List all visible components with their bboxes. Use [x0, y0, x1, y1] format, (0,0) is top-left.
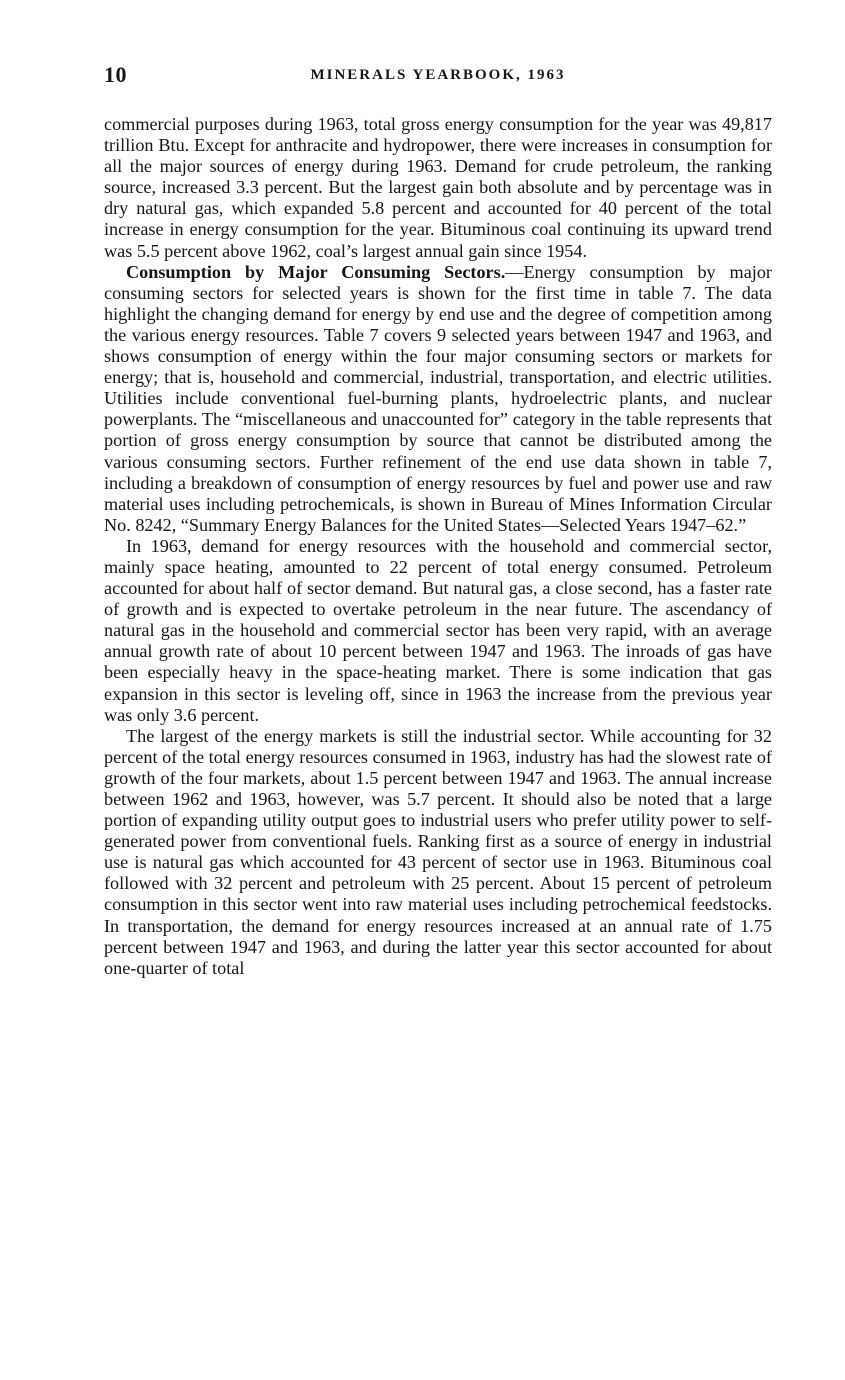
section-run-in-heading: Consumption by Major Consuming Sectors. [126, 261, 506, 282]
paragraph-text: In 1963, demand for energy resources with the household and commercial sector, mainly space heating, amounted to 22 percent of total energy consumed. Petroleum accounted for about half of sector demand. But natural gas, a close second, has a faster rate of growth and is expected to overtake petroleum in the near future. The ascendancy of natural gas in the household and commercial sector has been very rapid, with an average annual growth rate of about 10 percent between 1947 and 1963. The inroads of gas have been especially heavy in the space-heating market. There is some indication that gas expansion in this sector is leveling off, since in 1963 the increase from the previous year was only 3.6 percent. [104, 535, 772, 725]
paragraph-text: commercial purposes during 1963, total gross energy consumption for the year was 49,817 trillion Btu. Except for anthracite and hydropower, there were increases in consumption for all the major sources of energy during 1963. Demand for crude petroleum, the ranking source, increased 3.3 percent. But the largest gain both absolute and by percentage was in dry natural gas, which expanded 5.8 percent and accounted for 40 percent of the total increase in energy consumption for the year. Bituminous coal continuing its upward trend was 5.5 percent above 1962, coal’s largest annual gain since 1954. [104, 114, 772, 261]
paragraph-consumption-sectors [104, 262, 772, 536]
paragraph-continuation [104, 114, 772, 262]
running-head [104, 62, 772, 92]
body-text [104, 114, 772, 979]
paragraph-text: The largest of the energy markets is still the industrial sector. While accounting for 32 percent of the total energy resources consumed in 1963, industry has had the slowest rate of growth of the four markets, about 1.5 percent between 1947 and 1963. The annual increase between 1962 and 1963, however, was 5.7 percent. It should also be noted that a large portion of expanding utility output goes to industrial users who prefer utility power to self-generated power from conventional fuels. Ranking first as a source of energy in industrial use is natural gas which accounted for 43 percent of sector use in 1963. Bituminous coal followed with 32 percent and petroleum with 25 percent. About 15 percent of petroleum consumption in this sector went into raw material uses including petrochemical feedstocks. In transportation, the demand for energy resources increased at an annual rate of 1.75 percent between 1947 and 1963, and during the latter year this sector accounted for about one-quarter of total [104, 725, 772, 978]
paragraph-text: —Energy consumption by major consuming sectors for selected years is shown for the first time in table 7. The data highlight the changing demand for energy by end use and the degree of competition among the various energy resources. Table 7 covers 9 selected years between 1947 and 1963, and shows consumption of energy within the four major consuming sectors or markets for energy; that is, household and commercial, industrial, transportation, and electric utilities. Utilities include conventional fuel-burning plants, hydroelectric plants, and nuclear powerplants. The “miscellaneous and unaccounted for” category in the table represents that portion of gross energy consumption by source that cannot be distributed among the various consuming sectors. Further refinement of the end use data shown in table 7, including a breakdown of consumption of energy resources by fuel and power use and raw material uses including petrochemicals, is shown in Bureau of Mines Information Circular No. 8242, “Summary Energy Balances for the United States—Selected Years 1947–62.” [104, 261, 772, 535]
paragraph-industrial [104, 726, 772, 979]
page-number: 10 [104, 62, 127, 87]
running-title: MINERALS YEARBOOK, 1963 [310, 67, 566, 83]
paragraph-household-commercial [104, 536, 772, 726]
